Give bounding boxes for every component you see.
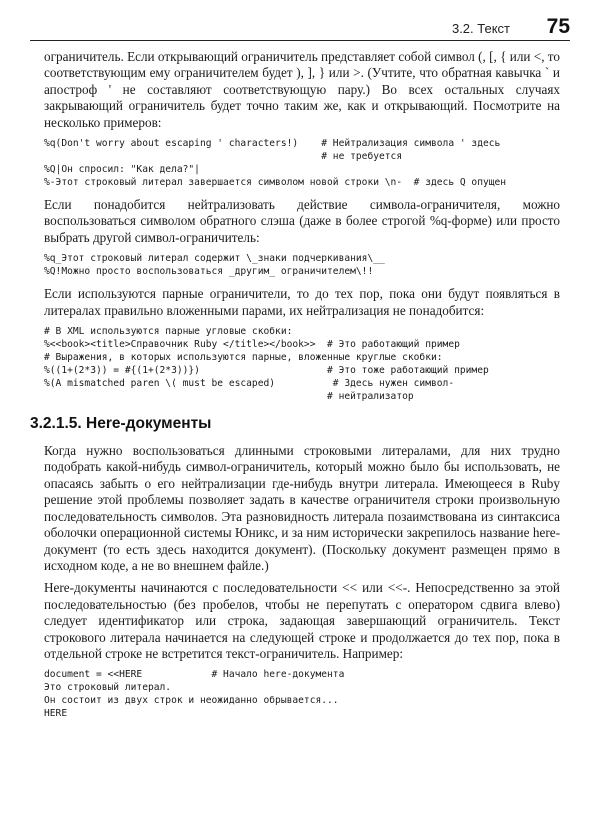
section-heading: 3.2.1.5. Here-документы <box>30 415 212 433</box>
paragraph: Если используются парные ограничители, то до тех пор, пока они будут появляться в литералах правильно вложенными парами, их нейтрализация не понадобится: <box>44 286 560 318</box>
paragraph: Если понадобится нейтрализовать действие символа-ограничителя, можно воспользоваться символом обратного слэша (даже в более строгой %q-форме) или просто выбрать другой символ-ограничитель: <box>44 197 560 245</box>
code-example: %q(Don't worry about escaping ' characters!) # Нейтрализация символа ' здесь # не требуется %Q|Он спросил: "Как дела?"| %-Этот строковый литерал завершается символом новой строки \n- # здесь Q опущен <box>44 138 507 189</box>
paragraph: ограничитель. Если открывающий ограничитель представляет собой символ (, [, { или <, то соответствующим ему ограничителем будет ), ], } или >. (Учтите, что обратная кавычка ` и апостроф ' не составляют соответствующую пару.) Во всех остальных случаях закрывающий ограничитель будет точно таким же, как и открывающий. Посмотрите на несколько примеров: <box>44 49 560 130</box>
page-body <box>30 49 560 728</box>
code-example: document = <<HERE # Начало here-документа Это строковый литерал. Он состоит из двух строк и неожиданно обрывается... HERE <box>44 669 345 720</box>
running-header <box>30 16 570 41</box>
code-example: %q_Этот строковый литерал содержит \_знаки подчеркивания\__ %Q!Можно просто воспользоваться _другим_ ограничителем\!! <box>44 253 385 278</box>
section-title: 3.2. Текст <box>451 21 510 36</box>
paragraph: Когда нужно воспользоваться длинными строковыми литералами, для них трудно подобрать какой-нибудь символ-ограничитель, который можно было бы использовать, не опасаясь забыть о его нейтрализации где-нибудь внутри литерала. Имеющееся в Ruby решение этой проблемы позволяет задать в качестве ограничителя строки произвольную последовательность символов. Эта разновидность литерала позаимствована из синтаксиса оболочки операционной системы Юникс, и за ним исторически закрепилось название here-документ (то есть здесь находится документ). (Поскольку документ размещен прямо в исходном коде, а не во внешнем файле.) <box>44 443 560 573</box>
code-example: # В XML используются парные угловые скобки: %<<book><title>Справочник Ruby </title></book>> # Это работающий пример # Выражения, в которых используются парные, вложенные круглые скобки: %((1+(2*3)) = #{(1+(2*3))}) # Это тоже работающий пример %(A mismatched paren \( must be escaped) # Здесь нужен символ- # нейтрализатор <box>44 326 489 403</box>
paragraph: Here-документы начинаются с последовательности << или <<-. Непосредственно за этой последовательностью (без пробелов, чтобы не перепутать с оператором сдвига влево) следует идентификатор или строка, задающая завершающий ограничитель. Текст строкового литерала начинается на следующей строке и продолжается до тех пор, пока в отдельной строке не встретится текст-ограничитель. Например: <box>44 580 560 661</box>
page-number: 75 <box>546 15 570 38</box>
